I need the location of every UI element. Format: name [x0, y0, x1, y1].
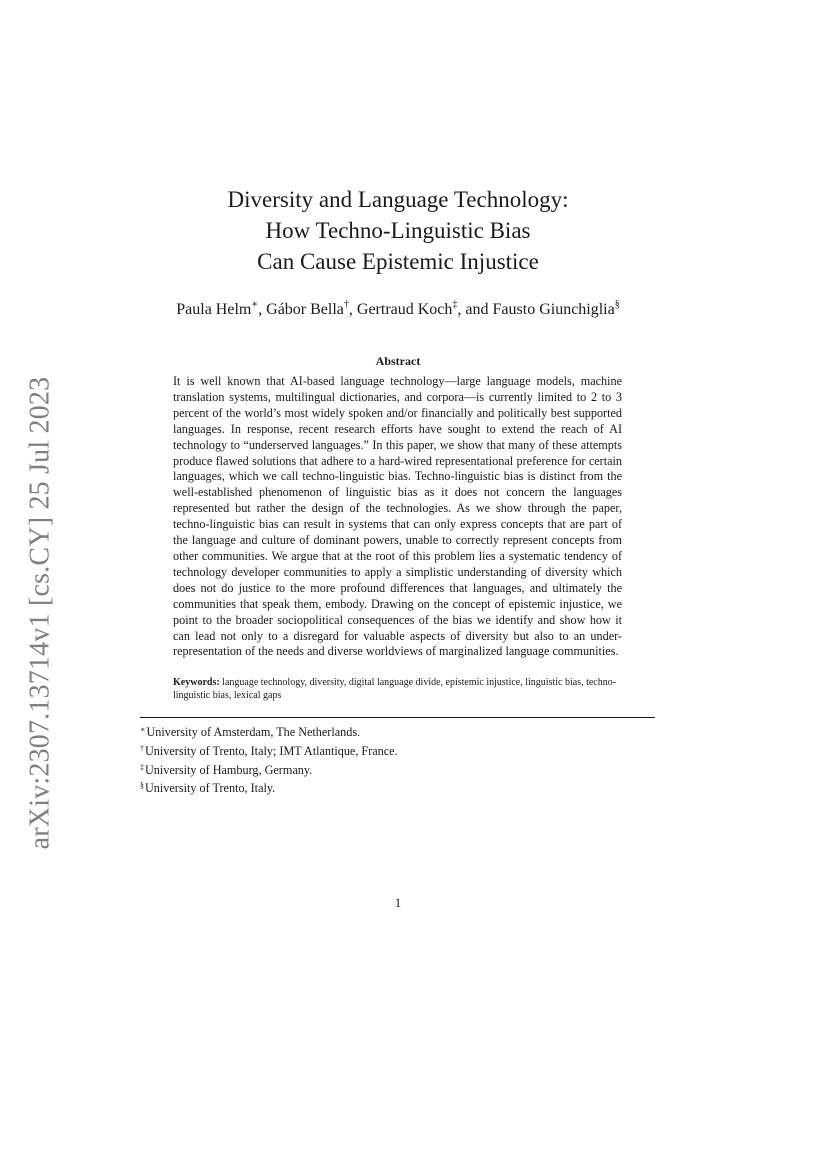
footnote-item — [140, 762, 656, 781]
arxiv-identifier-stamp — [22, 375, 58, 850]
footnote-item — [140, 743, 656, 762]
arxiv-identifier-text: arXiv:2307.13714v1 [cs.CY] 25 Jul 2023 — [24, 376, 55, 849]
title-line-3: Can Cause Epistemic Injustice — [257, 249, 539, 274]
keywords-text: language technology, diversity, digital language divide, epistemic injustice, linguistic bias, techno-linguistic bias, lexical gaps — [173, 677, 617, 701]
keywords-label: Keywords: — [173, 677, 220, 688]
author-affiliation-mark: § — [614, 298, 620, 310]
footnote-text: University of Amsterdam, The Netherlands. — [146, 725, 361, 739]
author-separator: , — [348, 301, 357, 318]
footnote-text: University of Trento, Italy; IMT Atlantique, France. — [145, 743, 398, 758]
author-affiliation-mark: ‡ — [452, 298, 458, 310]
footnote-text: University of Hamburg, Germany. — [145, 762, 313, 777]
title-line-2: How Techno-Linguistic Bias — [265, 218, 531, 243]
author-list — [140, 299, 656, 321]
footnote-mark: § — [140, 781, 144, 791]
paper-title — [140, 184, 656, 277]
footnote-mark: ‡ — [140, 762, 144, 772]
author-affiliation-mark: † — [343, 298, 349, 310]
footnote-item — [140, 780, 656, 799]
author-name: Gertraud Koch — [356, 301, 453, 318]
author-separator: , — [258, 301, 267, 318]
footnote-divider — [140, 717, 655, 718]
footnote-mark: † — [140, 743, 144, 753]
page-number: 1 — [394, 896, 402, 910]
author-name: Fausto Giunchiglia — [492, 301, 615, 318]
footnote-mark: ∗ — [140, 725, 146, 734]
abstract-body: It is well known that AI-based language technology—large language models, machine translation systems, multilingual dictionaries, and corpora—is currently limited to 2 to 3 percent of the world’s most widely spoken and/or financially and politically best supported languages. In response, recent research efforts have sought to extend the reach of AI technology to “underserved languages.” In this paper, we show that many of these attempts produce flawed solutions that adhere to a hard-wired representational preference for certain languages, which we call techno-linguistic bias. Techno-linguistic bias is distinct from the well-established phenomenon of linguistic bias as it does not concern the languages represented but rather the design of the technologies. As we show through the paper, techno-linguistic bias can result in systems that can only express concepts that are part of the language and culture of dominant powers, unable to correctly represent concepts from other communities. We argue that at the root of this problem lies a systematic tendency of technology developer communities to apply a simplistic understanding of diversity which does not do justice to the more profound differences that languages, and ultimately the communities that speak them, embody. Drawing on the concept of epistemic injustice, we point to the broader sociopolitical consequences of the bias we identify and show how it can lead not only to a disregard for valuable aspects of diversity but also to an under-representation of the needs and diverse worldviews of marginalized language communities. — [173, 374, 622, 659]
footnote-list — [140, 724, 656, 799]
footnote-item — [140, 724, 656, 743]
author-name: Paula Helm — [176, 301, 252, 318]
footnote-text: University of Trento, Italy. — [145, 781, 276, 796]
author-affiliation-mark: ∗ — [251, 298, 259, 310]
title-line-1: Diversity and Language Technology: — [227, 187, 569, 212]
keywords — [173, 677, 622, 702]
author-name: Gábor Bella — [266, 301, 344, 318]
abstract-heading: Abstract — [375, 354, 421, 368]
author-separator: , and — [457, 301, 493, 318]
